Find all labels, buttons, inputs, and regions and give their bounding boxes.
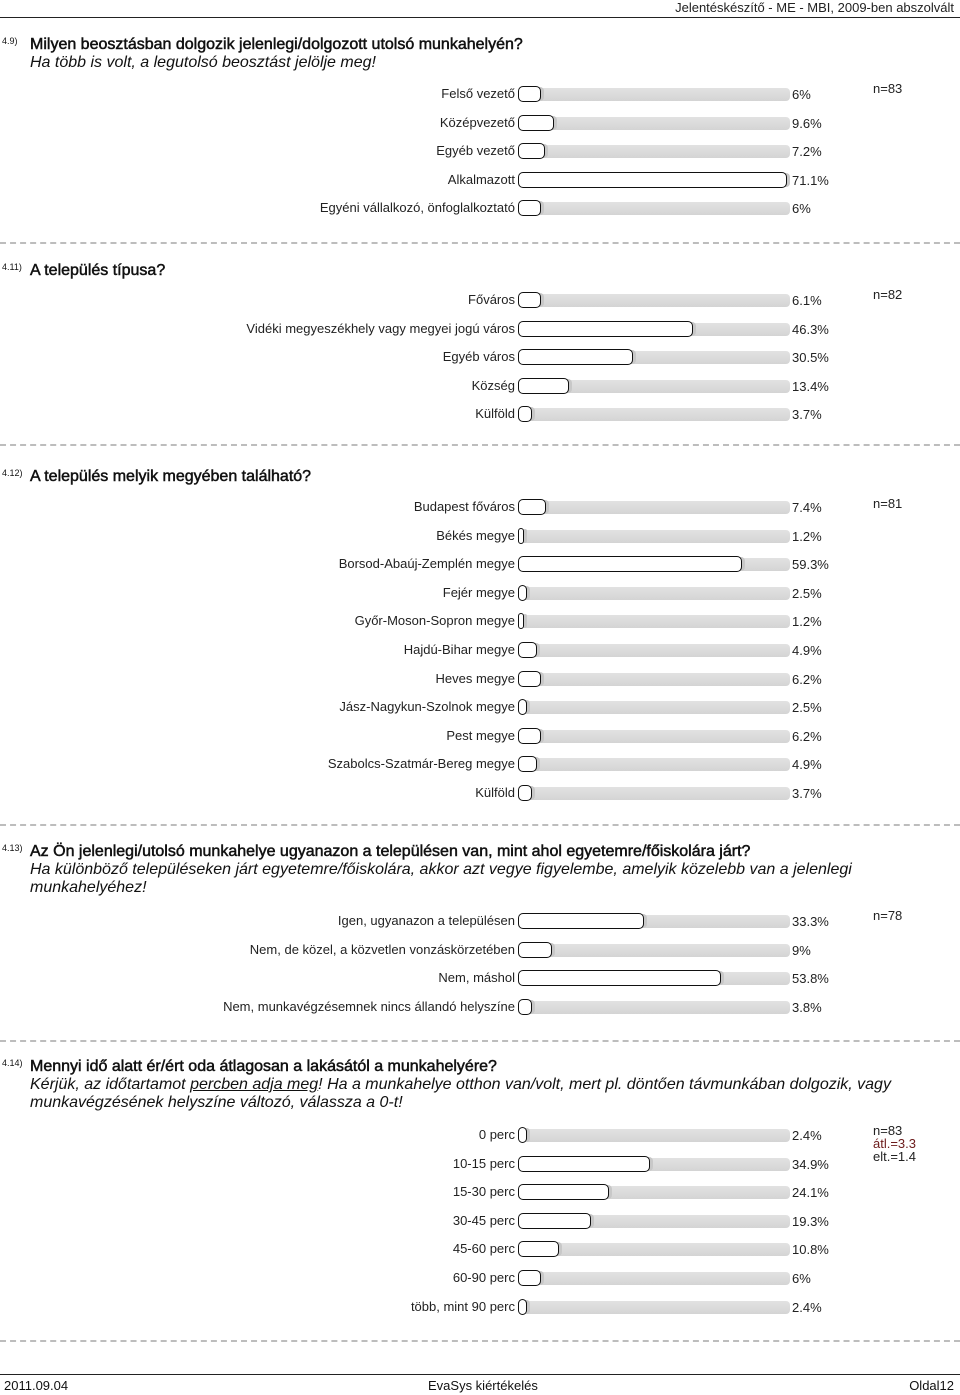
percentage-value: 7.4%: [792, 500, 822, 515]
question-title: Mennyi idő alatt ér/ért oda átlagosan a lakásától a munkahelyére?: [30, 1058, 497, 1075]
percentage-value: 6%: [792, 87, 811, 102]
answer-label: Külföld: [475, 406, 515, 422]
question-subtitle: Kérjük, az időtartamot percben adja meg! Ha a munkahelye otthon van/volt, mert pl. döntően távmunkában dolgozik, vagy munkavégzésének helyszíne változó, válassza a 0-t!: [30, 1076, 891, 1111]
answer-label: Felső vezető: [441, 86, 515, 101]
section-divider: [0, 824, 960, 826]
percentage-bar: [518, 699, 527, 715]
answer-row: [0, 1239, 960, 1261]
percentage-bar: [518, 406, 532, 422]
answer-row: [0, 1182, 960, 1204]
percentage-value: 3.8%: [792, 999, 822, 1015]
percentage-bar: [518, 528, 524, 544]
percentage-bar: [518, 378, 569, 394]
section-divider: [0, 444, 960, 446]
bar-track: [520, 1272, 790, 1285]
answer-label: 15-30 perc: [452, 1184, 515, 1200]
percentage-value: 33.3%: [792, 914, 829, 929]
question-title: Milyen beosztásban dolgozik jelenlegi/dolgozott utolsó munkahelyén?: [30, 36, 523, 53]
footer-page: Oldal12: [909, 1378, 954, 1393]
answer-row: [0, 754, 960, 776]
answer-row: [0, 404, 960, 426]
question-subtitle: Ha több is volt, a legutolsó beosztást jelölje meg!: [30, 54, 376, 71]
answer-row: [0, 141, 960, 163]
bar-track: [520, 117, 790, 130]
percentage-bar: [518, 913, 644, 929]
percentage-value: 13.4%: [792, 378, 829, 394]
answer-label: Egyéb vezető: [436, 143, 515, 159]
answer-label: Győr-Moson-Sopron megye: [354, 613, 515, 629]
bar-track: [520, 408, 790, 421]
percentage-bar: [518, 143, 545, 159]
percentage-bar: [518, 200, 541, 216]
answer-row: [0, 1154, 960, 1176]
answer-label: Békés megye: [436, 527, 515, 543]
percentage-value: 71.1%: [792, 172, 829, 188]
answer-row: [0, 583, 960, 605]
percentage-value: 7.2%: [792, 144, 822, 160]
question-number: 4.13): [2, 843, 23, 853]
percentage-bar: [518, 785, 532, 801]
answer-label: Fejér megye: [442, 584, 515, 600]
question-number: 4.11): [2, 262, 22, 272]
percentage-bar: [518, 642, 537, 658]
respondent-count: n=83: [873, 81, 903, 96]
percentage-bar: [518, 1213, 591, 1229]
percentage-value: 10.8%: [792, 1242, 829, 1258]
percentage-bar: [518, 671, 541, 687]
percentage-bar: [518, 728, 541, 744]
answer-label: Jász-Nagykun-Szolnok megye: [339, 699, 515, 715]
answer-row: [0, 997, 960, 1019]
bar-track: [520, 1001, 790, 1014]
percentage-value: 53.8%: [792, 971, 829, 987]
answer-row: [0, 783, 960, 805]
answer-row: [0, 1125, 960, 1147]
answer-row: [0, 726, 960, 748]
bar-track: [520, 501, 790, 514]
answer-label: Hajdú-Bihar megye: [403, 642, 515, 657]
answer-label: 45-60 perc: [452, 1241, 515, 1257]
answer-label: Középvezető: [439, 114, 515, 130]
percentage-value: 3.7%: [792, 786, 822, 801]
section-divider: [0, 1040, 960, 1042]
underlined-instruction: percben adja meg: [190, 1076, 319, 1093]
percentage-bar: [518, 172, 787, 188]
bar-track: [520, 88, 790, 101]
percentage-value: 1.2%: [792, 528, 822, 544]
std-deviation: elt.=1.4: [873, 1149, 917, 1164]
bar-track: [520, 701, 790, 714]
answer-label: Heves megye: [435, 670, 515, 686]
answer-row: [0, 611, 960, 633]
answer-row: [0, 198, 960, 220]
bar-track: [520, 758, 790, 771]
percentage-bar: [518, 1156, 650, 1172]
percentage-value: 34.9%: [792, 1156, 829, 1172]
question-number: 4.9): [2, 36, 18, 46]
percentage-value: 2.4%: [792, 1299, 822, 1315]
answer-row: [0, 526, 960, 548]
answer-row: [0, 908, 960, 933]
bar-track: [520, 615, 790, 628]
percentage-value: 6.1%: [792, 293, 822, 308]
percentage-bar: [518, 556, 742, 572]
answer-label: több, mint 90 perc: [410, 1298, 515, 1314]
bar-track: [520, 787, 790, 800]
percentage-value: 59.3%: [792, 557, 829, 573]
respondent-count: n=81: [873, 496, 903, 511]
bar-track: [520, 1301, 790, 1314]
answer-row: [0, 697, 960, 719]
answer-label: Külföld: [475, 785, 515, 800]
percentage-value: 4.9%: [792, 643, 822, 658]
header-rule: [0, 17, 960, 18]
answer-label: Alkalmazott: [447, 171, 515, 187]
answer-row: [0, 287, 960, 312]
percentage-bar: [518, 1241, 559, 1257]
percentage-value: 6%: [792, 1271, 811, 1286]
answer-label: Egyéni vállalkozó, önfoglalkoztató: [319, 200, 515, 216]
bar-track: [520, 1129, 790, 1142]
footer-rule: [0, 1374, 960, 1375]
answer-row: [0, 1297, 960, 1319]
answer-row: [0, 554, 960, 576]
answer-label: Vidéki megyeszékhely vagy megyei jogú város: [246, 320, 515, 336]
answer-label: Község: [471, 377, 515, 393]
percentage-bar: [518, 613, 524, 629]
answer-row: [0, 968, 960, 990]
answer-row: [0, 81, 960, 106]
section-divider: [0, 242, 960, 244]
percentage-bar: [518, 1127, 527, 1143]
percentage-value: 3.7%: [792, 407, 822, 423]
answer-row: [0, 640, 960, 662]
average-value: átl.=3.3: [873, 1136, 917, 1151]
question-title: Az Ön jelenlegi/utolsó munkahelye ugyanazon a településen van, mint ahol egyetemre/főiskolára járt?: [30, 843, 751, 860]
bar-track: [520, 644, 790, 657]
percentage-value: 24.1%: [792, 1185, 829, 1201]
answer-label: Nem, munkavégzésemnek nincs állandó helyszíne: [223, 998, 515, 1014]
answer-row: [0, 319, 960, 341]
answer-row: [0, 113, 960, 135]
percentage-value: 30.5%: [792, 350, 829, 366]
bar-track: [520, 587, 790, 600]
percentage-bar: [518, 115, 554, 131]
bar-track: [520, 730, 790, 743]
question-number: 4.14): [2, 1058, 23, 1068]
percentage-value: 6.2%: [792, 728, 822, 744]
percentage-bar: [518, 756, 537, 772]
respondent-count: n=78: [873, 908, 903, 923]
respondent-count: n=82: [873, 287, 903, 302]
answer-label: Főváros: [468, 292, 515, 307]
answer-label: 30-45 perc: [452, 1212, 515, 1228]
answer-row: [0, 940, 960, 962]
percentage-value: 2.5%: [792, 585, 822, 601]
percentage-bar: [518, 1270, 541, 1286]
percentage-value: 6%: [792, 201, 811, 217]
answer-row: [0, 376, 960, 398]
percentage-value: 6.2%: [792, 671, 822, 687]
answer-label: 60-90 perc: [452, 1270, 515, 1285]
percentage-value: 9.6%: [792, 115, 822, 131]
footer-date: 2011.09.04: [4, 1378, 69, 1393]
bar-track: [520, 530, 790, 543]
percentage-bar: [518, 942, 552, 958]
percentage-bar: [518, 349, 633, 365]
answer-row: [0, 347, 960, 369]
percentage-value: 2.5%: [792, 700, 822, 716]
bar-track: [520, 673, 790, 686]
bar-track: [520, 944, 790, 957]
percentage-value: 1.2%: [792, 614, 822, 630]
bar-track: [520, 1243, 790, 1256]
bar-track: [520, 202, 790, 215]
percentage-value: 46.3%: [792, 321, 829, 337]
percentage-bar: [518, 585, 527, 601]
answer-row: [0, 669, 960, 691]
percentage-bar: [518, 999, 532, 1015]
answer-row: [0, 1211, 960, 1233]
answer-label: 0 perc: [478, 1127, 515, 1142]
answer-label: Pest megye: [446, 727, 515, 743]
percentage-value: 9%: [792, 942, 811, 958]
answer-label: Borsod-Abaúj-Zemplén megye: [338, 556, 515, 572]
percentage-bar: [518, 86, 541, 102]
question-title: A település típusa?: [30, 262, 166, 279]
percentage-value: 19.3%: [792, 1213, 829, 1229]
answer-label: Szabolcs-Szatmár-Bereg megye: [327, 756, 515, 772]
percentage-value: 2.4%: [792, 1128, 822, 1143]
percentage-bar: [518, 499, 546, 515]
percentage-bar: [518, 321, 693, 337]
answer-row: [0, 170, 960, 192]
question-number: 4.12): [2, 468, 23, 478]
question-subtitle: Ha különböző településeken járt egyetemre/főiskolára, akkor azt vegye figyelembe, amelyik közelebb van a jelenlegi munkahelyéhez!: [30, 861, 852, 896]
answer-row: [0, 1268, 960, 1290]
percentage-bar: [518, 1299, 527, 1315]
answer-row: [0, 497, 960, 519]
respondent-count: n=83: [873, 1123, 903, 1138]
bar-track: [520, 145, 790, 158]
answer-label: Egyéb város: [442, 349, 515, 365]
answer-label: Nem, máshol: [438, 970, 515, 986]
percentage-bar: [518, 292, 541, 308]
answer-label: Budapest főváros: [413, 499, 515, 514]
answer-label: Igen, ugyanazon a településen: [337, 913, 515, 928]
footer-center: EvaSys kiértékelés: [428, 1378, 538, 1393]
question-title: A település melyik megyében található?: [30, 468, 312, 485]
percentage-bar: [518, 970, 721, 986]
percentage-bar: [518, 1184, 609, 1200]
percentage-value: 4.9%: [792, 757, 822, 773]
answer-label: Nem, de közel, a közvetlen vonzáskörzetében: [249, 941, 515, 957]
bar-track: [520, 294, 790, 307]
section-divider: [0, 1340, 960, 1342]
report-header: Jelentéskészítő - ME - MBI, 2009-ben abszolvált: [675, 0, 954, 15]
answer-label: 10-15 perc: [452, 1155, 515, 1171]
